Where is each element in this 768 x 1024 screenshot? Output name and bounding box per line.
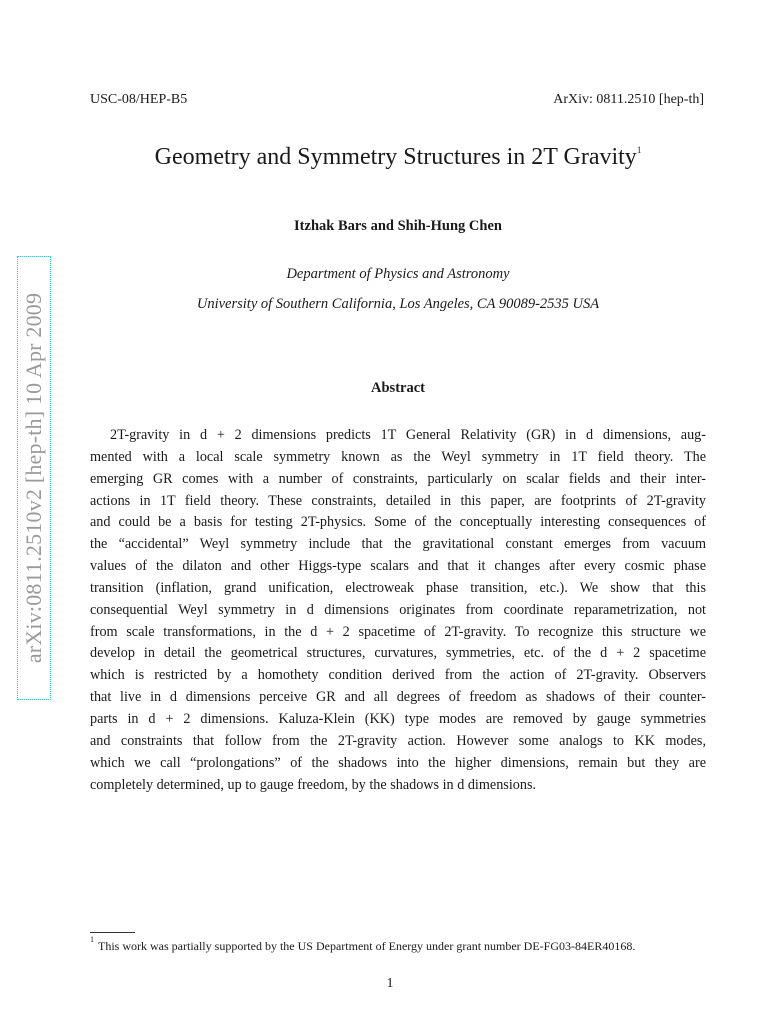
- abstract-line: the “accidental” Weyl symmetry include that the gravitational constant emerges from vacuum: [90, 536, 706, 553]
- abstract-line: mented with a local scale symmetry known as the Weyl symmetry in 1T field theory. The: [90, 448, 706, 465]
- abstract-line: and could be a basis for testing 2T-physics. Some of the conceptually interesting consequences of: [90, 514, 706, 531]
- abstract-line: develop in detail the geometrical structures, curvatures, symmetries, etc. of the d + 2 spacetime: [90, 645, 706, 662]
- title-footnote-mark: 1: [636, 145, 642, 155]
- footnote-text: This work was partially supported by the US Department of Energy under grant number DE-FG03-84ER40168.: [98, 939, 636, 953]
- abstract-line: that live in d dimensions perceive GR and all degrees of freedom as shadows of their counter-: [90, 689, 706, 706]
- abstract-line: transition (inflation, grand unification, electroweak phase transition, etc.). We show that this: [90, 579, 706, 596]
- footnote-rule: [90, 932, 135, 933]
- abstract-line: parts in d + 2 dimensions. Kaluza-Klein (KK) type modes are removed by gauge symmetries: [90, 710, 706, 727]
- affiliation-university: University of Southern California, Los Angeles, CA 90089-2535 USA: [196, 296, 600, 312]
- abstract-heading: Abstract: [371, 380, 425, 396]
- page-number: 1: [386, 976, 394, 991]
- abstract-line: values of the dilaton and other Higgs-type scalars and that it changes after every cosmic phase: [90, 558, 706, 575]
- abstract-line: emerging GR comes with a number of constraints, particularly on scalar fields and their inter-: [90, 470, 706, 487]
- abstract-line: and constraints that follow from the 2T-gravity action. However some analogs to KK modes,: [90, 732, 706, 749]
- report-number: USC-08/HEP-B5: [90, 92, 188, 107]
- abstract-body: [90, 425, 706, 796]
- title-text: Geometry and Symmetry Structures in 2T Gravity: [154, 144, 637, 170]
- abstract-line: which is restricted by a homothety condition derived from the action of 2T-gravity. Observers: [90, 667, 706, 684]
- abstract-line: which we call “prolongations” of the shadows into the higher dimensions, remain but they are: [90, 754, 706, 771]
- footnote-mark: 1: [90, 935, 94, 944]
- abstract-line: 2T-gravity in d + 2 dimensions predicts 1T General Relativity (GR) in d dimensions, aug-: [110, 427, 706, 443]
- abstract-line: actions in 1T field theory. These constraints, detailed in this paper, are footprints of 2T-gravity: [90, 492, 706, 509]
- paper-title: [0, 144, 768, 171]
- abstract-line: from scale transformations, in the d + 2 spacetime of 2T-gravity. To recognize this structure we: [90, 623, 706, 640]
- abstract-line: completely determined, up to gauge freedom, by the shadows in d dimensions.: [90, 776, 537, 793]
- arxiv-stamp-text: arXiv:0811.2510v2 [hep-th] 10 Apr 2009: [21, 292, 46, 664]
- abstract-line: consequential Weyl symmetry in d dimensions originates from coordinate reparametrization, not: [90, 601, 706, 618]
- affiliation-department: Department of Physics and Astronomy: [286, 266, 510, 282]
- arxiv-label: ArXiv: 0811.2510 [hep-th]: [553, 92, 704, 107]
- footnote: [90, 935, 636, 954]
- authors: Itzhak Bars and Shih-Hung Chen: [294, 218, 502, 234]
- arxiv-stamp[interactable]: [17, 256, 51, 700]
